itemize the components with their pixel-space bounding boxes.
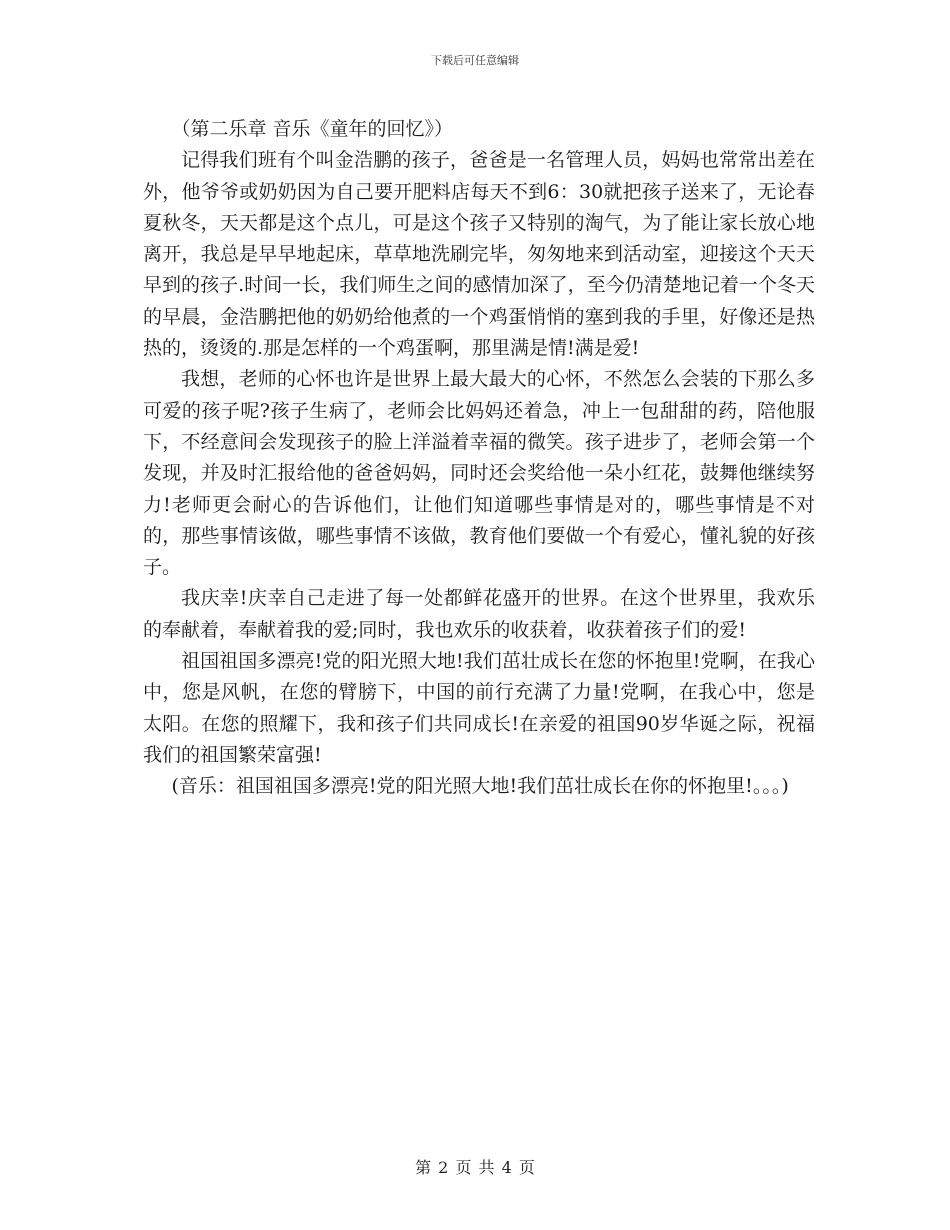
paragraph-music-note: (音乐：祖国祖国多漂亮!党的阳光照大地!我们茁壮成长在你的怀抱里!。。。) [171,775,789,798]
paragraph-teacher-heart: 我想，老师的心怀也许是世界上最大最大的心怀，不然怎么会装的下那么多可爱的孩子呢?孩子生病了，老师会比妈妈还着急，冲上一包甜甜的药，陪他服下，不经意间会发现孩子的脸上洋溢着幸福的微笑。孩子进步了，老师会第一个发现，并及时汇报给他的爸爸妈妈，同时还会奖给他一朵小红花，鼓舞他继续努力!老师更会耐心的告诉他们，让他们知道哪些事情是对的，哪些事情是不对的，那些事情该做，哪些事情不该做，教育他们要做一个有爱心，懂礼貌的好孩子。 [143,368,815,579]
paragraph-fortunate: 我庆幸!庆幸自己走进了每一处都鲜花盛开的世界。在这个世界里，我欢乐的奉献着，奉献着我的爱;同时，我也欢乐的收获着，收获着孩子们的爱! [143,587,815,641]
document-body [143,114,815,803]
paragraph-jin-haopeng-story: 记得我们班有个叫金浩鹏的孩子，爸爸是一名管理人员，妈妈也常常出差在外，他爷爷或奶奶因为自己要开肥料店每天不到6：30就把孩子送来了，无论春夏秋冬，天天都是这个点儿，可是这个孩子又特别的淘气，为了能让家长放心地离开，我总是早早地起床，草草地洗刷完毕，匆匆地来到活动室，迎接这个天天早到的孩子.时间一长，我们师生之间的感情加深了，至今仍清楚地记着一个冬天的早晨，金浩鹏把他的奶奶给他煮的一个鸡蛋悄悄的塞到我的手里，好像还是热热的，烫烫的.那是怎样的一个鸡蛋啊，那里满是情!满是爱! [143,149,815,360]
page-header: 下载后可任意编辑 [431,54,519,67]
paragraph-movement-title: （第二乐章 音乐《童年的回忆》） [171,118,454,140]
page-number: 第 2 页 共 4 页 [415,1158,535,1177]
paragraph-motherland: 祖国祖国多漂亮!党的阳光照大地!我们茁壮成长在您的怀抱里!党啊，在我心中，您是风帆，在您的臂膀下，中国的前行充满了力量!党啊，在我心中，您是太阳。在您的照耀下，我和孩子们共同成长!在亲爱的祖国90岁华诞之际，祝福我们的祖国繁荣富强! [143,650,815,766]
